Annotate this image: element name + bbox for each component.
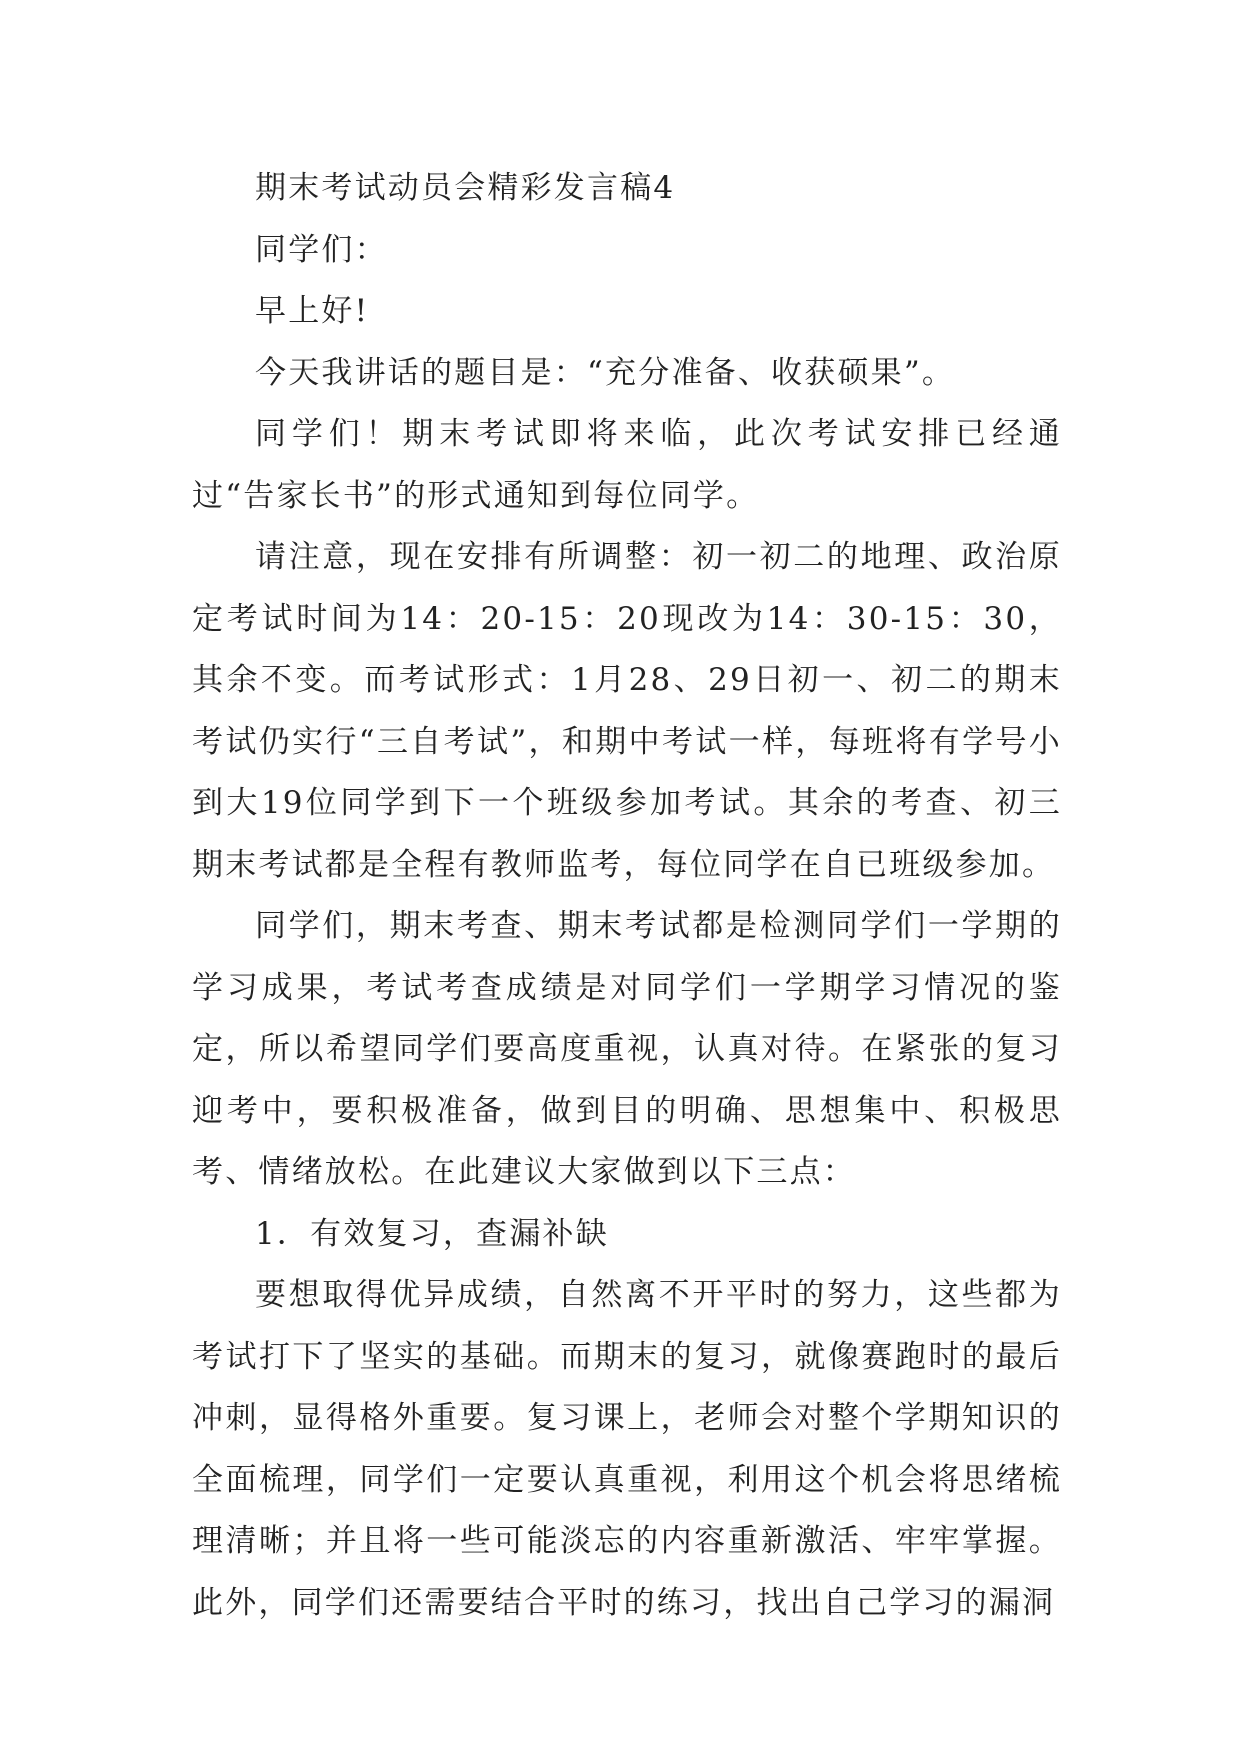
greeting: 早上好!: [255, 293, 370, 329]
paragraph-importance: 同学们，期末考查、期末考试都是检测同学们一学期的学习成果，考试考查成绩是对同学们一学期学习情况的鉴定，所以希望同学们要高度重视，认真对待。在紧张的复习迎考中，要积极准备，做到目的明确、思想集中、积极思考、情绪放松。在此建议大家做到以下三点：: [192, 908, 1062, 1190]
document-body: [192, 158, 1062, 1634]
paragraph-review: 要想取得优异成绩，自然离不开平时的努力，这些都为考试打下了坚实的基础。而期末的复习，就像赛跑时的最后冲刺，显得格外重要。复习课上，老师会对整个学期知识的全面梳理，同学们一定要认真重视，利用这个机会将思绪梳理清晰；并且将一些可能淡忘的内容重新激活、牢牢掌握。此外，同学们还需要结合平时的练习，找出自己学习的漏洞: [192, 1277, 1062, 1621]
section-heading-1: 1．有效复习，查漏补缺: [255, 1215, 609, 1252]
document-title: 期末考试动员会精彩发言稿4: [255, 170, 676, 206]
salutation: 同学们：: [255, 231, 388, 268]
speech-topic: 今天我讲话的题目是：“充分准备、收获硕果”。: [255, 354, 956, 391]
paragraph-schedule-change: 请注意，现在安排有所调整：初一初二的地理、政治原定考试时间为14：20-15：20现改为14：30-15：30，其余不变。而考试形式：1月28、29日初一、初二的期末考试仍实行“三自考试”，和期中考试一样，每班将有学号小到大19位同学到下一个班级参加考试。其余的考查、初三期末考试都是全程有教师监考，每位同学在自已班级参加。: [192, 539, 1062, 883]
paragraph-exam-notice: 同学们！期末考试即将来临，此次考试安排已经通过“告家长书”的形式通知到每位同学。: [192, 416, 1062, 514]
